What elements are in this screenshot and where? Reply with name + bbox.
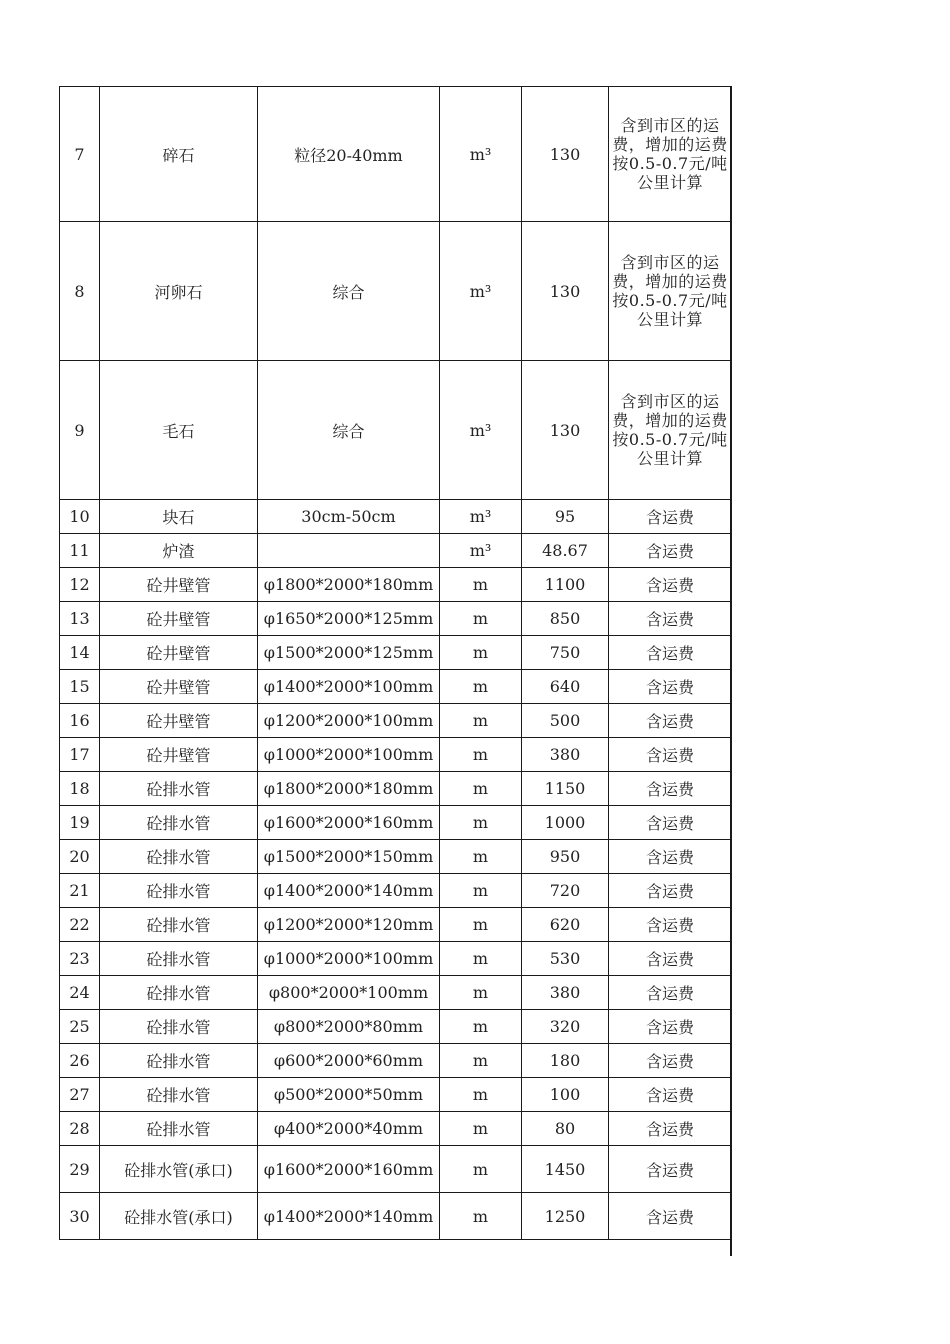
cell-unit[interactable]: m: [440, 976, 522, 1010]
table-row: [60, 1146, 732, 1193]
cell-no[interactable]: 17: [60, 738, 100, 772]
cell-note[interactable]: 含运费: [609, 976, 732, 1010]
cell-name[interactable]: 砼排水管: [100, 1078, 258, 1112]
cell-no[interactable]: 7: [60, 87, 100, 222]
cell-no[interactable]: 28: [60, 1112, 100, 1146]
cell-name[interactable]: 砼井壁管: [100, 602, 258, 636]
cell-note[interactable]: 含到市区的运费，增加的运费按0.5-0.7元/吨公里计算: [609, 361, 732, 500]
table-row: [60, 636, 732, 670]
cell-name[interactable]: 砼井壁管: [100, 704, 258, 738]
cell-note[interactable]: 含运费: [609, 908, 732, 942]
cell-unit[interactable]: m: [440, 942, 522, 976]
cell-no[interactable]: 29: [60, 1146, 100, 1193]
table-row: [60, 976, 732, 1010]
table-row: [60, 361, 732, 500]
table-row: [60, 942, 732, 976]
cell-price[interactable]: 640: [522, 670, 609, 704]
cell-price[interactable]: 1250: [522, 1193, 609, 1240]
cell-note[interactable]: 含运费: [609, 1044, 732, 1078]
cell-spec[interactable]: 30cm-50cm: [258, 500, 440, 534]
cell-spec[interactable]: 综合: [258, 222, 440, 361]
cell-spec[interactable]: φ1000*2000*100mm: [258, 942, 440, 976]
cell-spec[interactable]: φ400*2000*40mm: [258, 1112, 440, 1146]
cell-note[interactable]: 含运费: [609, 738, 732, 772]
cell-note[interactable]: 含到市区的运费，增加的运费按0.5-0.7元/吨公里计算: [609, 87, 732, 222]
cell-no[interactable]: 27: [60, 1078, 100, 1112]
cell-spec[interactable]: φ1400*2000*100mm: [258, 670, 440, 704]
cell-spec[interactable]: φ1400*2000*140mm: [258, 874, 440, 908]
cell-spec[interactable]: [258, 534, 440, 568]
cell-name[interactable]: 炉渣: [100, 534, 258, 568]
cell-unit[interactable]: m: [440, 568, 522, 602]
table-row: [60, 568, 732, 602]
cell-note[interactable]: 含运费: [609, 840, 732, 874]
cell-note[interactable]: 含运费: [609, 1146, 732, 1193]
cell-name[interactable]: 砼排水管: [100, 772, 258, 806]
cell-name[interactable]: 砼排水管(承口): [100, 1146, 258, 1193]
cell-unit[interactable]: m³: [440, 500, 522, 534]
cell-unit[interactable]: m: [440, 1112, 522, 1146]
cell-spec[interactable]: φ1800*2000*180mm: [258, 772, 440, 806]
cell-unit[interactable]: m³: [440, 87, 522, 222]
cell-name[interactable]: 块石: [100, 500, 258, 534]
table-row: [60, 1078, 732, 1112]
cell-unit[interactable]: m: [440, 602, 522, 636]
cell-price[interactable]: 620: [522, 908, 609, 942]
cell-note[interactable]: 含到市区的运费，增加的运费按0.5-0.7元/吨公里计算: [609, 222, 732, 361]
cell-unit[interactable]: m: [440, 738, 522, 772]
cell-unit[interactable]: m: [440, 670, 522, 704]
cell-spec[interactable]: φ800*2000*80mm: [258, 1010, 440, 1044]
cell-name[interactable]: 砼排水管: [100, 908, 258, 942]
cell-note[interactable]: 含运费: [609, 942, 732, 976]
cell-note[interactable]: 含运费: [609, 874, 732, 908]
cell-no[interactable]: 24: [60, 976, 100, 1010]
cell-price[interactable]: 320: [522, 1010, 609, 1044]
cell-unit[interactable]: m: [440, 1193, 522, 1240]
table-row: [60, 772, 732, 806]
cell-price[interactable]: 130: [522, 87, 609, 222]
cell-note[interactable]: 含运费: [609, 500, 732, 534]
cell-price[interactable]: 130: [522, 222, 609, 361]
cell-no[interactable]: 11: [60, 534, 100, 568]
table-row: [60, 1193, 732, 1240]
cell-price[interactable]: 100: [522, 1078, 609, 1112]
cell-price[interactable]: 530: [522, 942, 609, 976]
cell-unit[interactable]: m: [440, 874, 522, 908]
cell-unit[interactable]: m: [440, 908, 522, 942]
table-row: [60, 840, 732, 874]
cell-no[interactable]: 20: [60, 840, 100, 874]
cell-price[interactable]: 750: [522, 636, 609, 670]
cell-no[interactable]: 13: [60, 602, 100, 636]
cell-note[interactable]: 含运费: [609, 806, 732, 840]
cell-name[interactable]: 砼排水管: [100, 976, 258, 1010]
cell-note[interactable]: 含运费: [609, 772, 732, 806]
cell-name[interactable]: 砼排水管(承口): [100, 1193, 258, 1240]
cell-no[interactable]: 8: [60, 222, 100, 361]
table-row: [60, 1044, 732, 1078]
cell-no[interactable]: 16: [60, 704, 100, 738]
cell-spec[interactable]: φ1650*2000*125mm: [258, 602, 440, 636]
cell-spec[interactable]: φ500*2000*50mm: [258, 1078, 440, 1112]
cell-unit[interactable]: m: [440, 1044, 522, 1078]
cell-name[interactable]: 砼排水管: [100, 840, 258, 874]
cell-no[interactable]: 19: [60, 806, 100, 840]
table-row: [60, 670, 732, 704]
cell-no[interactable]: 23: [60, 942, 100, 976]
cell-spec[interactable]: φ1500*2000*150mm: [258, 840, 440, 874]
cell-no[interactable]: 18: [60, 772, 100, 806]
cell-unit[interactable]: m: [440, 1146, 522, 1193]
cell-name[interactable]: 砼井壁管: [100, 568, 258, 602]
cell-unit[interactable]: m: [440, 772, 522, 806]
cell-spec[interactable]: φ1500*2000*125mm: [258, 636, 440, 670]
cell-no[interactable]: 21: [60, 874, 100, 908]
cell-spec[interactable]: 综合: [258, 361, 440, 500]
cell-unit[interactable]: m: [440, 1078, 522, 1112]
cell-price[interactable]: 95: [522, 500, 609, 534]
cell-price[interactable]: 1100: [522, 568, 609, 602]
table-row: [60, 87, 732, 222]
table-row: [60, 738, 732, 772]
cell-unit[interactable]: m: [440, 1010, 522, 1044]
cell-name[interactable]: 砼排水管: [100, 1044, 258, 1078]
cell-name[interactable]: 砼井壁管: [100, 738, 258, 772]
cell-name[interactable]: 砼排水管: [100, 806, 258, 840]
cell-note[interactable]: 含运费: [609, 636, 732, 670]
cell-price[interactable]: 180: [522, 1044, 609, 1078]
cell-price[interactable]: 720: [522, 874, 609, 908]
cell-unit[interactable]: m: [440, 840, 522, 874]
cell-note[interactable]: 含运费: [609, 568, 732, 602]
cell-price[interactable]: 500: [522, 704, 609, 738]
table-row: [60, 602, 732, 636]
cell-spec[interactable]: φ1800*2000*180mm: [258, 568, 440, 602]
cell-unit[interactable]: m: [440, 636, 522, 670]
cell-note[interactable]: 含运费: [609, 1193, 732, 1240]
cell-unit[interactable]: m³: [440, 361, 522, 500]
cell-unit[interactable]: m³: [440, 534, 522, 568]
cell-price[interactable]: 80: [522, 1112, 609, 1146]
table-row: [60, 500, 732, 534]
cell-no[interactable]: 25: [60, 1010, 100, 1044]
table-row: [60, 908, 732, 942]
cell-note[interactable]: 含运费: [609, 1078, 732, 1112]
cell-name[interactable]: 砼井壁管: [100, 636, 258, 670]
cell-price[interactable]: 380: [522, 738, 609, 772]
cell-note[interactable]: 含运费: [609, 1010, 732, 1044]
cell-spec[interactable]: φ1200*2000*100mm: [258, 704, 440, 738]
cell-note[interactable]: 含运费: [609, 704, 732, 738]
cell-spec[interactable]: φ1600*2000*160mm: [258, 1146, 440, 1193]
table-row: [60, 534, 732, 568]
cell-spec[interactable]: φ1000*2000*100mm: [258, 738, 440, 772]
table-row: [60, 874, 732, 908]
cell-price[interactable]: 1000: [522, 806, 609, 840]
cell-spec[interactable]: φ600*2000*60mm: [258, 1044, 440, 1078]
cell-no[interactable]: 14: [60, 636, 100, 670]
cell-unit[interactable]: m: [440, 806, 522, 840]
cell-price[interactable]: 1450: [522, 1146, 609, 1193]
cell-note[interactable]: 含运费: [609, 1112, 732, 1146]
table-row: [60, 1112, 732, 1146]
price-table: [59, 86, 732, 1240]
cell-price[interactable]: 48.67: [522, 534, 609, 568]
cell-price[interactable]: 950: [522, 840, 609, 874]
cell-name[interactable]: 碎石: [100, 87, 258, 222]
table-row: [60, 1010, 732, 1044]
cell-name[interactable]: 砼排水管: [100, 942, 258, 976]
cell-name[interactable]: 毛石: [100, 361, 258, 500]
cell-name[interactable]: 砼排水管: [100, 874, 258, 908]
cell-note[interactable]: 含运费: [609, 602, 732, 636]
cell-price[interactable]: 1150: [522, 772, 609, 806]
cell-unit[interactable]: m: [440, 704, 522, 738]
table-row: [60, 222, 732, 361]
cell-note[interactable]: 含运费: [609, 534, 732, 568]
cell-spec[interactable]: φ1600*2000*160mm: [258, 806, 440, 840]
sheet-edge: [730, 86, 732, 1256]
cell-spec[interactable]: φ1400*2000*140mm: [258, 1193, 440, 1240]
cell-price[interactable]: 130: [522, 361, 609, 500]
cell-no[interactable]: 12: [60, 568, 100, 602]
cell-name[interactable]: 砼排水管: [100, 1010, 258, 1044]
cell-name[interactable]: 河卵石: [100, 222, 258, 361]
cell-note[interactable]: 含运费: [609, 670, 732, 704]
cell-name[interactable]: 砼井壁管: [100, 670, 258, 704]
cell-no[interactable]: 22: [60, 908, 100, 942]
cell-name[interactable]: 砼排水管: [100, 1112, 258, 1146]
cell-price[interactable]: 380: [522, 976, 609, 1010]
cell-no[interactable]: 9: [60, 361, 100, 500]
cell-unit[interactable]: m³: [440, 222, 522, 361]
cell-spec[interactable]: φ1200*2000*120mm: [258, 908, 440, 942]
cell-no[interactable]: 26: [60, 1044, 100, 1078]
cell-price[interactable]: 850: [522, 602, 609, 636]
cell-spec[interactable]: 粒径20-40mm: [258, 87, 440, 222]
table-row: [60, 704, 732, 738]
cell-no[interactable]: 15: [60, 670, 100, 704]
cell-no[interactable]: 30: [60, 1193, 100, 1240]
cell-spec[interactable]: φ800*2000*100mm: [258, 976, 440, 1010]
table-row: [60, 806, 732, 840]
cell-no[interactable]: 10: [60, 500, 100, 534]
